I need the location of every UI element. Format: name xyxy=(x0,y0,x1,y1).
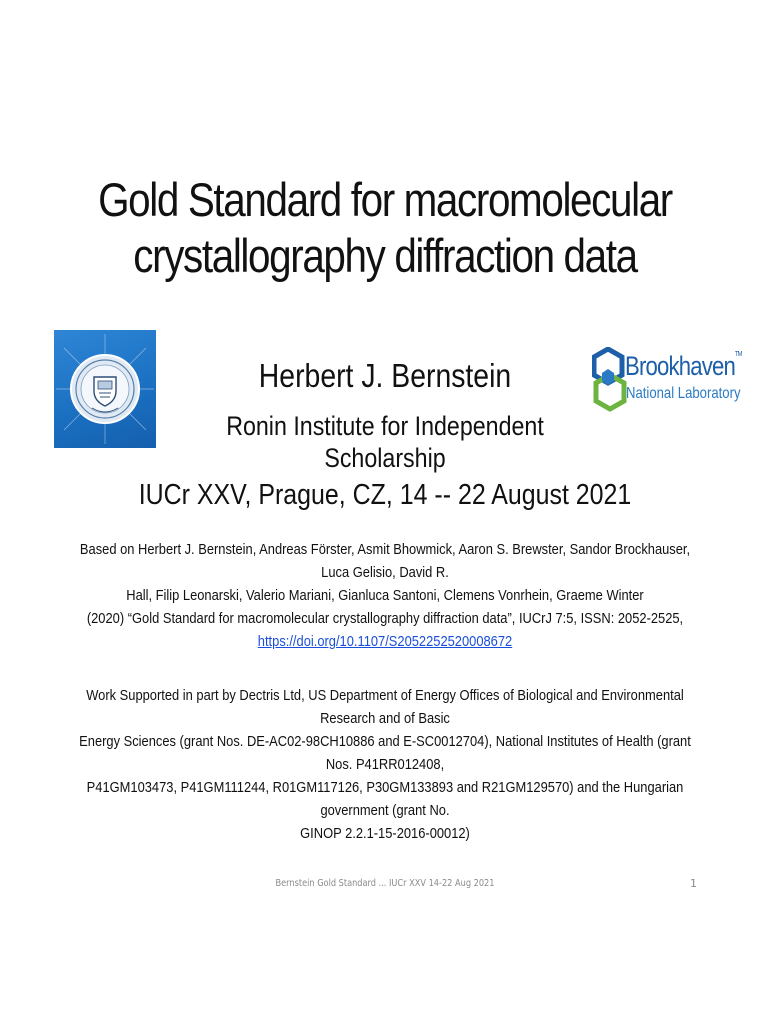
ronin-seal-logo xyxy=(54,330,156,448)
slide-footer: Bernstein Gold Standard ... IUCr XXV 14-22 Aug 2021 xyxy=(275,878,495,889)
support-line: Work Supported in part by Dectris Ltd, US Department of Energy Offices of Biological and Environmental Research and of Basic xyxy=(86,687,684,727)
event-line: IUCr XXV, Prague, CZ, 14 -- 22 August 2021 xyxy=(138,479,632,511)
reference-block xyxy=(71,538,699,653)
reference-line: Based on Herbert J. Bernstein, Andreas Förster, Asmit Bhowmick, Aaron S. Brewster, Sandor Brockhauser, Luca Gelisio, David R. xyxy=(79,541,691,581)
brookhaven-wordmark: Brookhaven™ xyxy=(625,351,742,381)
doi-link[interactable]: https://doi.org/10.1107/S2052252520008672 xyxy=(257,633,513,650)
brookhaven-hexagon-icon xyxy=(592,347,628,413)
page-number: 1 xyxy=(690,877,697,890)
ronin-institute-seal-icon xyxy=(54,330,156,448)
support-line: Energy Sciences (grant Nos. DE-AC02-98CH10886 and E-SC0012704), National Institutes of Health (grant Nos. P41RR012408, xyxy=(79,733,691,773)
funding-acknowledgement xyxy=(71,684,699,845)
brookhaven-logo xyxy=(592,345,742,415)
support-line: P41GM103473, P41GM111244, R01GM117126, P30GM133893 and R21GM129570) and the Hungarian government (grant No. xyxy=(86,779,684,819)
reference-line: Hall, Filip Leonarski, Valerio Mariani, Gianluca Santoni, Clemens Vonrhein, Graeme Winter xyxy=(126,587,644,604)
reference-line: (2020) “Gold Standard for macromolecular crystallography diffraction data”, IUCrJ 7:5, ISSN: 2052-2525, xyxy=(86,610,684,627)
title-line-2: crystallography diffraction data xyxy=(133,229,637,282)
title-line-1: Gold Standard for macromolecular xyxy=(98,173,672,226)
slide-title xyxy=(88,172,681,284)
support-line: GINOP 2.2.1-15-2016-00012) xyxy=(300,825,470,842)
author-affiliation: Ronin Institute for Independent Scholarship xyxy=(226,411,544,473)
brookhaven-subtitle: National Laboratory xyxy=(626,385,741,402)
author-name: Herbert J. Bernstein xyxy=(258,357,512,394)
